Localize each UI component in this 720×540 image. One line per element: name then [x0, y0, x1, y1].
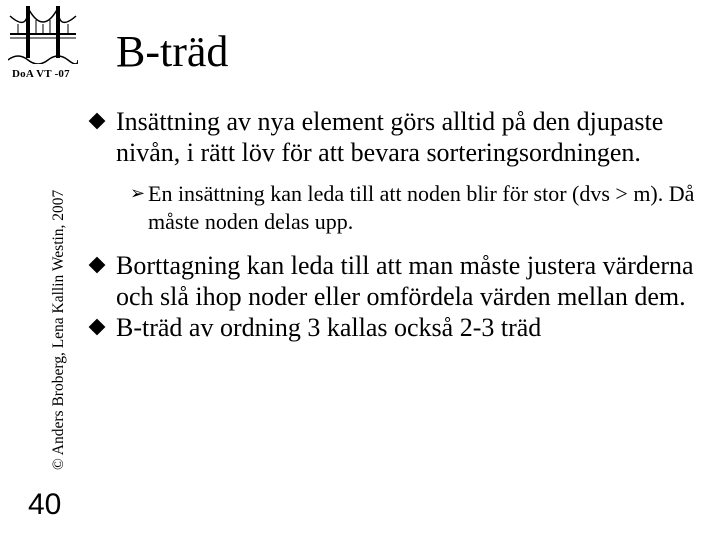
- diamond-bullet-icon: [89, 319, 106, 336]
- diamond-bullet-icon: [89, 113, 106, 130]
- sub-bullet-split: [90, 180, 700, 236]
- bullet-order-3: [90, 312, 700, 343]
- diamond-bullet-icon: [89, 257, 106, 274]
- side-credit: © Anders Broberg, Lena Kallin Westin, 2007: [50, 189, 67, 470]
- page-number: 40: [28, 488, 62, 521]
- bullet-insertion: [90, 106, 700, 168]
- slide-content: [90, 106, 700, 355]
- slide-title: B-träd: [116, 27, 229, 76]
- bullet-deletion: [90, 250, 700, 312]
- bridge-logo-icon: [8, 2, 78, 64]
- bullet-text: B-träd av ordning 3 kallas också 2-3 träd: [116, 313, 542, 342]
- sub-bullet-text: En insättning kan leda till att noden blir för stor (dvs > m). Då måste noden delas upp.: [148, 181, 695, 234]
- bullet-text: Borttagning kan leda till att man måste justera värderna och slå ihop noder eller omfördela värden mellan dem.: [116, 251, 694, 311]
- arrow-bullet-icon: ➢: [130, 183, 146, 204]
- bullet-text: Insättning av nya element görs alltid på den djupaste nivån, i rätt löv för att bevara sorteringsordningen.: [116, 107, 664, 167]
- course-label: DoA VT -07: [12, 68, 70, 80]
